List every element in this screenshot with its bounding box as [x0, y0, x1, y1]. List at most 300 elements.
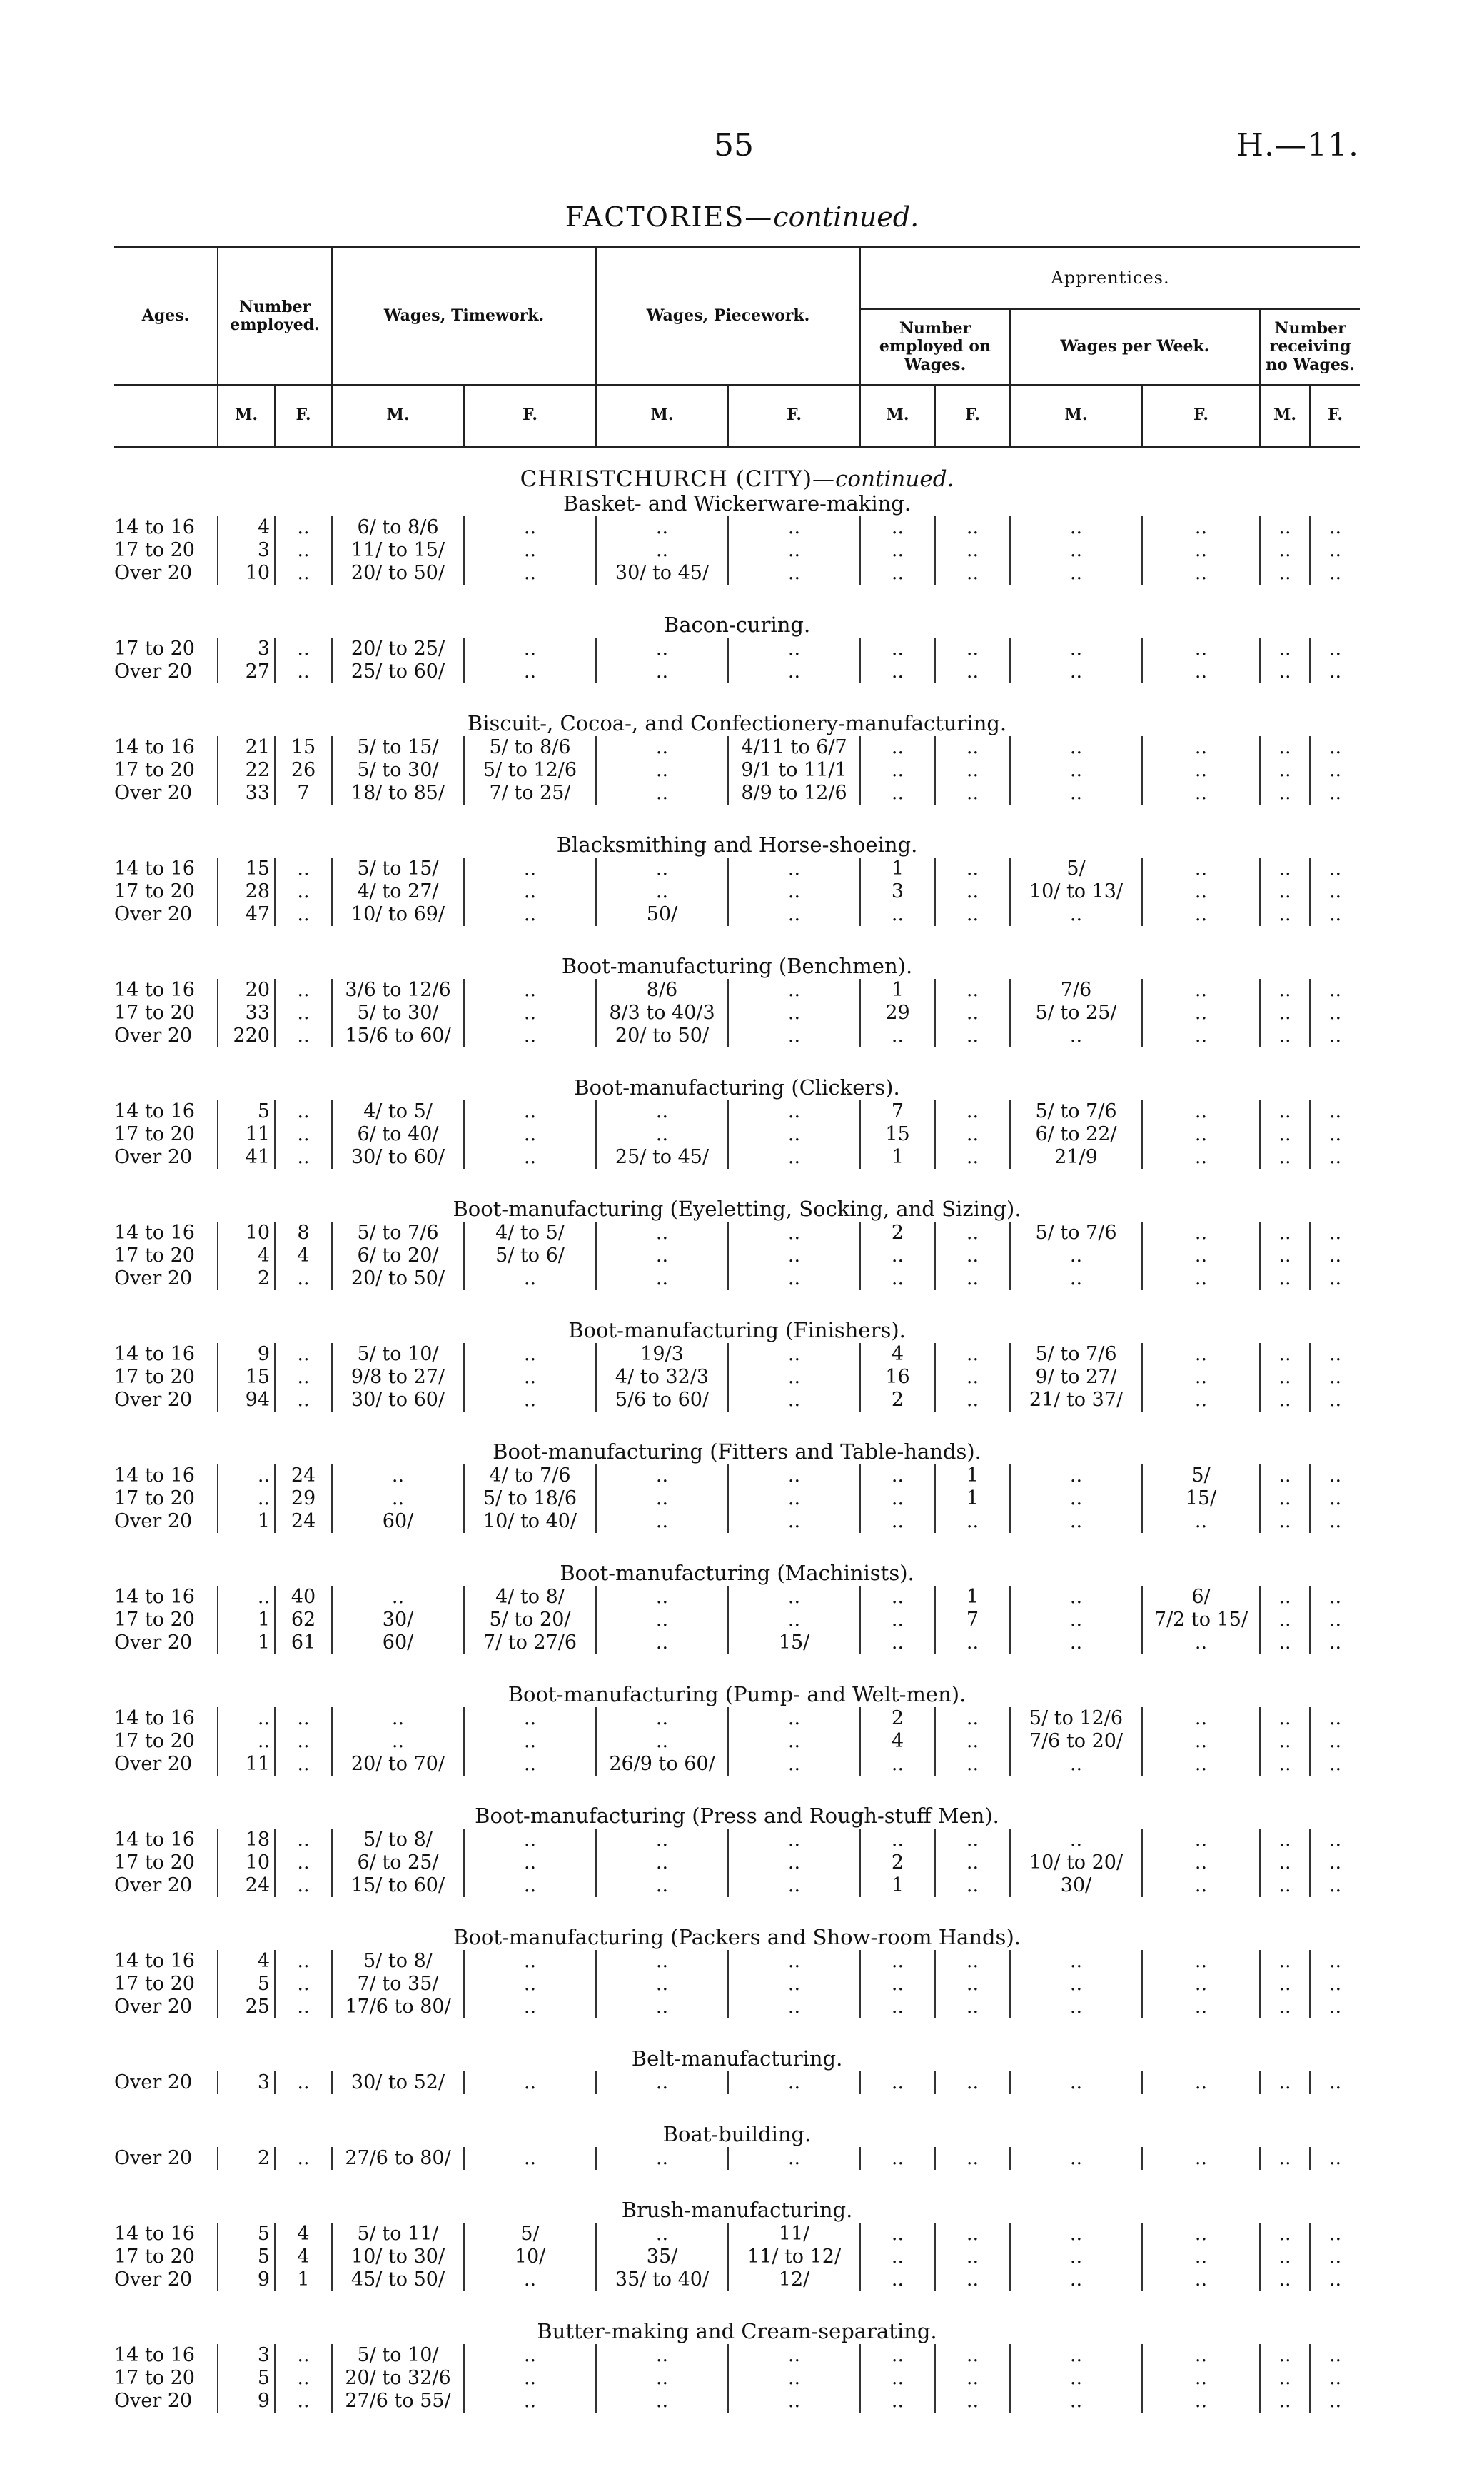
- table-cell: ..: [596, 1123, 728, 1146]
- table-cell: 4: [218, 1950, 275, 1973]
- table-cell: ..: [1310, 516, 1360, 539]
- table-cell: 4/ to 5/: [332, 1100, 464, 1123]
- table-cell: ..: [464, 1874, 596, 1897]
- table-cell: ..: [1142, 2147, 1260, 2170]
- table-cell: 4: [860, 1343, 935, 1366]
- table-cell: 30/: [1010, 1874, 1142, 1897]
- age-cell: Over 20: [114, 1025, 193, 1047]
- age-cell: 17 to 20: [114, 2246, 195, 2268]
- table-cell: ..: [1310, 1389, 1360, 1412]
- table-cell: 7/6 to 20/: [1010, 1730, 1142, 1753]
- table-cell: 1: [860, 979, 935, 1002]
- table-cell: ..: [1010, 1950, 1142, 1973]
- header-number-employed: Number employed.: [218, 248, 332, 386]
- table-cell: ..: [1310, 2344, 1360, 2367]
- table-cell: ..: [1310, 1730, 1360, 1753]
- table-cell: ..: [935, 660, 1010, 683]
- table-cell: ..: [275, 638, 332, 660]
- table-cell: ..: [1010, 903, 1142, 926]
- table-row: [114, 1389, 1360, 1412]
- age-cell: Over 20: [114, 1146, 193, 1168]
- table-row: [114, 1973, 1360, 1996]
- section-title: Biscuit-, Cocoa-, and Confectionery-manufacturing.: [467, 711, 1007, 735]
- table-cell: ..: [1010, 660, 1142, 683]
- table-cell: ..: [275, 1146, 332, 1169]
- table-cell: 18: [218, 1829, 275, 1851]
- table-cell: 220: [218, 1025, 275, 1047]
- table-cell: ..: [596, 1973, 728, 1996]
- table-cell: 1: [218, 1510, 275, 1533]
- table-cell: ..: [464, 880, 596, 903]
- table-cell: 28: [218, 880, 275, 903]
- age-cell: 17 to 20: [114, 1244, 195, 1267]
- table-cell: 7/2 to 15/: [1142, 1609, 1260, 1631]
- table-row: [114, 660, 1360, 683]
- table-cell: ..: [1260, 1267, 1310, 1290]
- table-cell: ..: [1310, 979, 1360, 1002]
- header-m: M.: [1260, 385, 1310, 447]
- age-cell: 14 to 16: [114, 736, 195, 758]
- table-cell: ..: [464, 539, 596, 562]
- table-row: [114, 1730, 1360, 1753]
- table-cell: ..: [1260, 1244, 1310, 1267]
- age-cell: Over 20: [114, 660, 193, 683]
- table-cell: 6/ to 8/6: [332, 516, 464, 539]
- table-cell: ..: [1010, 1487, 1142, 1510]
- table-row: [114, 1586, 1360, 1609]
- age-cell: Over 20: [114, 1753, 193, 1775]
- age-cell: Over 20: [114, 1267, 193, 1289]
- table-cell: ..: [935, 2344, 1010, 2367]
- table-cell: ..: [464, 660, 596, 683]
- table-cell: ..: [1260, 979, 1310, 1002]
- table-cell: ..: [275, 1973, 332, 1996]
- table-row: [114, 903, 1360, 926]
- table-cell: ..: [1260, 2367, 1310, 2390]
- table-cell: 10: [218, 1222, 275, 1244]
- table-cell: ..: [860, 1586, 935, 1609]
- age-cell: Over 20: [114, 903, 193, 925]
- table-cell: ..: [275, 660, 332, 683]
- header-m: M.: [332, 385, 464, 447]
- table-cell: ..: [728, 638, 860, 660]
- table-cell: ..: [860, 2071, 935, 2094]
- table-cell: ..: [1310, 1267, 1360, 1290]
- table-row: [114, 1753, 1360, 1776]
- table-cell: 1: [860, 1874, 935, 1897]
- table-cell: ..: [1260, 1586, 1310, 1609]
- table-cell: 4: [275, 2246, 332, 2268]
- table-cell: ..: [275, 516, 332, 539]
- age-cell: 17 to 20: [114, 759, 195, 781]
- table-cell: ..: [596, 539, 728, 562]
- city-heading: [114, 447, 1360, 491]
- table-cell: 5/ to 8/: [332, 1950, 464, 1973]
- table-row: [114, 736, 1360, 759]
- section-heading-row: [114, 805, 1360, 858]
- table-cell: 1: [218, 1609, 275, 1631]
- table-cell: ..: [275, 2390, 332, 2413]
- table-cell: 15/ to 60/: [332, 1874, 464, 1897]
- table-cell: ..: [1142, 1829, 1260, 1851]
- table-cell: ..: [1142, 1389, 1260, 1412]
- table-cell: 41: [218, 1146, 275, 1169]
- table-cell: ..: [728, 2344, 860, 2367]
- table-cell: ..: [1310, 1631, 1360, 1654]
- table-cell: ..: [464, 903, 596, 926]
- table-cell: ..: [860, 516, 935, 539]
- table-cell: ..: [1310, 1586, 1360, 1609]
- header-appr-no-wages: Number receiving no Wages.: [1260, 309, 1360, 385]
- table-cell: 10: [218, 562, 275, 585]
- table-cell: ..: [218, 1586, 275, 1609]
- table-cell: ..: [464, 562, 596, 585]
- table-cell: ..: [1310, 638, 1360, 660]
- table-cell: 26: [275, 759, 332, 782]
- table-cell: ..: [728, 562, 860, 585]
- table-cell: 30/: [332, 1609, 464, 1631]
- header-appr-wages-per-week: Wages per Week.: [1010, 309, 1260, 385]
- table-cell: ..: [1310, 759, 1360, 782]
- table-cell: ..: [1310, 736, 1360, 759]
- table-cell: ..: [935, 1100, 1010, 1123]
- table-cell: ..: [596, 2367, 728, 2390]
- table-cell: ..: [464, 1343, 596, 1366]
- table-cell: ..: [275, 1950, 332, 1973]
- page-title: [0, 201, 1484, 233]
- table-cell: 8: [275, 1222, 332, 1244]
- table-cell: 20/ to 50/: [332, 562, 464, 585]
- table-cell: ..: [1010, 1609, 1142, 1631]
- header-wages-timework: Wages, Timework.: [332, 248, 596, 386]
- table-cell: 15/: [1142, 1487, 1260, 1510]
- table-cell: 30/ to 45/: [596, 562, 728, 585]
- table-cell: ..: [464, 1730, 596, 1753]
- table-cell: ..: [332, 1586, 464, 1609]
- table-cell: ..: [1310, 782, 1360, 805]
- table-cell: 20/ to 70/: [332, 1753, 464, 1776]
- header-f: F.: [1310, 385, 1360, 447]
- table-cell: ..: [1260, 562, 1310, 585]
- table-cell: ..: [1010, 516, 1142, 539]
- table-cell: 5/ to 10/: [332, 2344, 464, 2367]
- table-cell: ..: [1310, 1851, 1360, 1874]
- table-cell: 1: [860, 1146, 935, 1169]
- table-cell: ..: [464, 1267, 596, 1290]
- table-cell: ..: [1010, 736, 1142, 759]
- table-cell: ..: [332, 1730, 464, 1753]
- table-cell: ..: [275, 2147, 332, 2170]
- table-cell: 10/ to 40/: [464, 1510, 596, 1533]
- table-cell: 5/6 to 60/: [596, 1389, 728, 1412]
- table-cell: ..: [464, 1707, 596, 1730]
- table-cell: ..: [728, 1222, 860, 1244]
- table-cell: ..: [860, 1510, 935, 1533]
- table-cell: ..: [860, 1025, 935, 1047]
- table-cell: ..: [935, 1146, 1010, 1169]
- table-cell: 8/6: [596, 979, 728, 1002]
- header-apprentices: Apprentices.: [860, 248, 1360, 310]
- section-heading-row: [114, 1654, 1360, 1707]
- table-cell: ..: [596, 1851, 728, 1874]
- table-cell: ..: [275, 1730, 332, 1753]
- table-cell: ..: [1260, 1707, 1310, 1730]
- table-cell: ..: [935, 903, 1010, 926]
- table-cell: ..: [728, 1100, 860, 1123]
- table-cell: ..: [596, 1730, 728, 1753]
- table-cell: ..: [275, 858, 332, 880]
- table-row: [114, 1851, 1360, 1874]
- table-cell: ..: [1142, 2223, 1260, 2246]
- section-title: Boot-manufacturing (Eyeletting, Socking, and Sizing).: [453, 1197, 1021, 1221]
- table-cell: 20/ to 25/: [332, 638, 464, 660]
- table-cell: 4/11 to 6/7: [728, 736, 860, 759]
- table-cell: 9: [218, 2390, 275, 2413]
- factories-table: [114, 246, 1360, 2413]
- table-cell: ..: [1260, 2223, 1310, 2246]
- table-cell: ..: [935, 539, 1010, 562]
- table-row: [114, 759, 1360, 782]
- table-cell: ..: [935, 1851, 1010, 1874]
- table-cell: ..: [728, 1123, 860, 1146]
- table-row: [114, 880, 1360, 903]
- table-cell: ..: [728, 1366, 860, 1389]
- table-cell: 5/ to 7/6: [1010, 1343, 1142, 1366]
- table-cell: ..: [1310, 1753, 1360, 1776]
- table-cell: ..: [860, 1829, 935, 1851]
- table-cell: 4/ to 8/: [464, 1586, 596, 1609]
- table-cell: ..: [935, 1874, 1010, 1897]
- table-cell: ..: [1142, 2071, 1260, 2094]
- table-row: [114, 516, 1360, 539]
- table-cell: ..: [1260, 638, 1310, 660]
- table-row: [114, 2390, 1360, 2413]
- section-heading-row: [114, 585, 1360, 638]
- table-cell: ..: [1142, 1874, 1260, 1897]
- table-cell: ..: [1310, 2223, 1360, 2246]
- table-cell: ..: [1010, 1464, 1142, 1487]
- table-cell: ..: [464, 2071, 596, 2094]
- table-cell: ..: [728, 1996, 860, 2018]
- table-cell: 4: [275, 1244, 332, 1267]
- table-cell: ..: [1010, 1753, 1142, 1776]
- table-cell: ..: [1010, 1025, 1142, 1047]
- table-cell: 5/: [1010, 858, 1142, 880]
- table-cell: ..: [1010, 2246, 1142, 2268]
- table-cell: ..: [1260, 1874, 1310, 1897]
- table-cell: ..: [728, 1829, 860, 1851]
- table-cell: ..: [728, 1510, 860, 1533]
- table-cell: 20/ to 50/: [332, 1267, 464, 1290]
- table-cell: 5/ to 30/: [332, 1002, 464, 1025]
- table-cell: 5/ to 15/: [332, 736, 464, 759]
- table-cell: 3: [218, 539, 275, 562]
- table-cell: ..: [596, 782, 728, 805]
- table-cell: ..: [596, 1631, 728, 1654]
- table-cell: ..: [860, 1609, 935, 1631]
- table-row: [114, 1222, 1360, 1244]
- table-cell: ..: [1260, 1996, 1310, 2018]
- table-cell: ..: [596, 1487, 728, 1510]
- table-row: [114, 539, 1360, 562]
- table-cell: ..: [1142, 1753, 1260, 1776]
- table-cell: ..: [728, 2390, 860, 2413]
- header-f: F.: [1142, 385, 1260, 447]
- table-cell: ..: [1260, 1973, 1310, 1996]
- table-cell: ..: [275, 1267, 332, 1290]
- table-cell: 5/ to 25/: [1010, 1002, 1142, 1025]
- table-cell: ..: [1260, 880, 1310, 903]
- table-cell: ..: [1260, 2147, 1310, 2170]
- table-cell: ..: [860, 1464, 935, 1487]
- table-cell: ..: [332, 1464, 464, 1487]
- table-row: [114, 1996, 1360, 2018]
- table-cell: ..: [1142, 979, 1260, 1002]
- table-cell: ..: [1010, 2268, 1142, 2291]
- table-cell: ..: [464, 1025, 596, 1047]
- table-cell: 10/ to 30/: [332, 2246, 464, 2268]
- table-cell: ..: [728, 1730, 860, 1753]
- table-cell: ..: [1142, 880, 1260, 903]
- table-cell: ..: [1310, 2246, 1360, 2268]
- age-cell: 14 to 16: [114, 1222, 195, 1244]
- table-cell: ..: [935, 1222, 1010, 1244]
- table-cell: ..: [1010, 2223, 1142, 2246]
- table-cell: ..: [596, 759, 728, 782]
- table-cell: ..: [935, 1996, 1010, 2018]
- table-cell: ..: [860, 1973, 935, 1996]
- table-cell: 5/ to 30/: [332, 759, 464, 782]
- table-cell: ..: [728, 516, 860, 539]
- table-cell: ..: [1260, 539, 1310, 562]
- table-cell: ..: [1142, 1366, 1260, 1389]
- table-cell: 15/6 to 60/: [332, 1025, 464, 1047]
- table-cell: ..: [1310, 1874, 1360, 1897]
- table-cell: ..: [935, 1025, 1010, 1047]
- table-cell: 10/ to 69/: [332, 903, 464, 926]
- table-cell: 1: [935, 1464, 1010, 1487]
- section-heading-row: [114, 926, 1360, 979]
- table-cell: ..: [596, 858, 728, 880]
- table-cell: ..: [464, 1851, 596, 1874]
- table-cell: ..: [1142, 736, 1260, 759]
- table-row: [114, 1707, 1360, 1730]
- table-cell: ..: [728, 1146, 860, 1169]
- table-cell: ..: [1010, 2390, 1142, 2413]
- table-row: [114, 1244, 1360, 1267]
- table-cell: ..: [1142, 1510, 1260, 1533]
- table-cell: 5/: [464, 2223, 596, 2246]
- table-row: [114, 2367, 1360, 2390]
- table-cell: ..: [1310, 1025, 1360, 1047]
- table-cell: ..: [1260, 1609, 1310, 1631]
- table-cell: ..: [1010, 2147, 1142, 2170]
- table-cell: 33: [218, 1002, 275, 1025]
- age-cell: 14 to 16: [114, 1100, 195, 1122]
- table-cell: ..: [596, 1707, 728, 1730]
- table-cell: ..: [1142, 2246, 1260, 2268]
- table-cell: 1: [218, 1631, 275, 1654]
- table-cell: ..: [860, 759, 935, 782]
- table-cell: ..: [1310, 2390, 1360, 2413]
- table-cell: ..: [935, 1343, 1010, 1366]
- table-cell: ..: [1260, 1631, 1310, 1654]
- table-cell: ..: [935, 736, 1010, 759]
- table-cell: ..: [596, 1950, 728, 1973]
- table-cell: 9: [218, 1343, 275, 1366]
- table-cell: ..: [935, 516, 1010, 539]
- table-cell: ..: [1260, 782, 1310, 805]
- table-cell: ..: [596, 1874, 728, 1897]
- table-cell: 25/ to 60/: [332, 660, 464, 683]
- table-cell: ..: [464, 2390, 596, 2413]
- page-title-main: FACTORIES—: [565, 201, 774, 233]
- section-heading-row: [114, 1169, 1360, 1222]
- table-row: [114, 1267, 1360, 1290]
- age-cell: 17 to 20: [114, 1730, 195, 1752]
- table-cell: ..: [1310, 1366, 1360, 1389]
- header-f: F.: [935, 385, 1010, 447]
- table-cell: ..: [275, 1366, 332, 1389]
- table-cell: ..: [1142, 782, 1260, 805]
- table-cell: ..: [275, 1707, 332, 1730]
- table-row: [114, 1464, 1360, 1487]
- table-cell: ..: [860, 782, 935, 805]
- section-heading-row: [114, 1897, 1360, 1950]
- table-cell: ..: [935, 2246, 1010, 2268]
- table-cell: 5/ to 8/: [332, 1829, 464, 1851]
- table-cell: ..: [935, 1123, 1010, 1146]
- section-heading-row: [114, 1047, 1360, 1100]
- table-cell: 4: [860, 1730, 935, 1753]
- table-cell: 24: [275, 1464, 332, 1487]
- table-cell: ..: [1260, 660, 1310, 683]
- table-cell: 15: [860, 1123, 935, 1146]
- table-cell: ..: [464, 1996, 596, 2018]
- section-title: Basket- and Wickerware-making.: [562, 491, 912, 516]
- table-cell: ..: [275, 1025, 332, 1047]
- table-cell: ..: [1142, 1244, 1260, 1267]
- table-cell: ..: [275, 880, 332, 903]
- table-row: [114, 1002, 1360, 1025]
- table-cell: ..: [860, 2390, 935, 2413]
- table-cell: 21/9: [1010, 1146, 1142, 1169]
- table-cell: 5/ to 15/: [332, 858, 464, 880]
- table-cell: 18/ to 85/: [332, 782, 464, 805]
- age-cell: 17 to 20: [114, 1002, 195, 1024]
- page-title-italic: continued.: [773, 201, 919, 233]
- table-cell: 10/ to 20/: [1010, 1851, 1142, 1874]
- table-cell: 15/: [728, 1631, 860, 1654]
- table-cell: ..: [935, 562, 1010, 585]
- table-cell: 94: [218, 1389, 275, 1412]
- table-cell: ..: [1260, 1100, 1310, 1123]
- table-cell: ..: [860, 903, 935, 926]
- table-cell: 7/6: [1010, 979, 1142, 1002]
- table-cell: ..: [728, 1002, 860, 1025]
- table-cell: ..: [1310, 1002, 1360, 1025]
- table-cell: 60/: [332, 1631, 464, 1654]
- section-title: Boot-manufacturing (Packers and Show-room Hands).: [453, 1925, 1021, 1949]
- table-cell: ..: [1310, 1464, 1360, 1487]
- table-cell: ..: [464, 1973, 596, 1996]
- table-row: [114, 1487, 1360, 1510]
- table-cell: ..: [596, 1510, 728, 1533]
- table-cell: ..: [860, 1631, 935, 1654]
- table-cell: 20: [218, 979, 275, 1002]
- table-cell: ..: [464, 1100, 596, 1123]
- age-cell: Over 20: [114, 2390, 193, 2412]
